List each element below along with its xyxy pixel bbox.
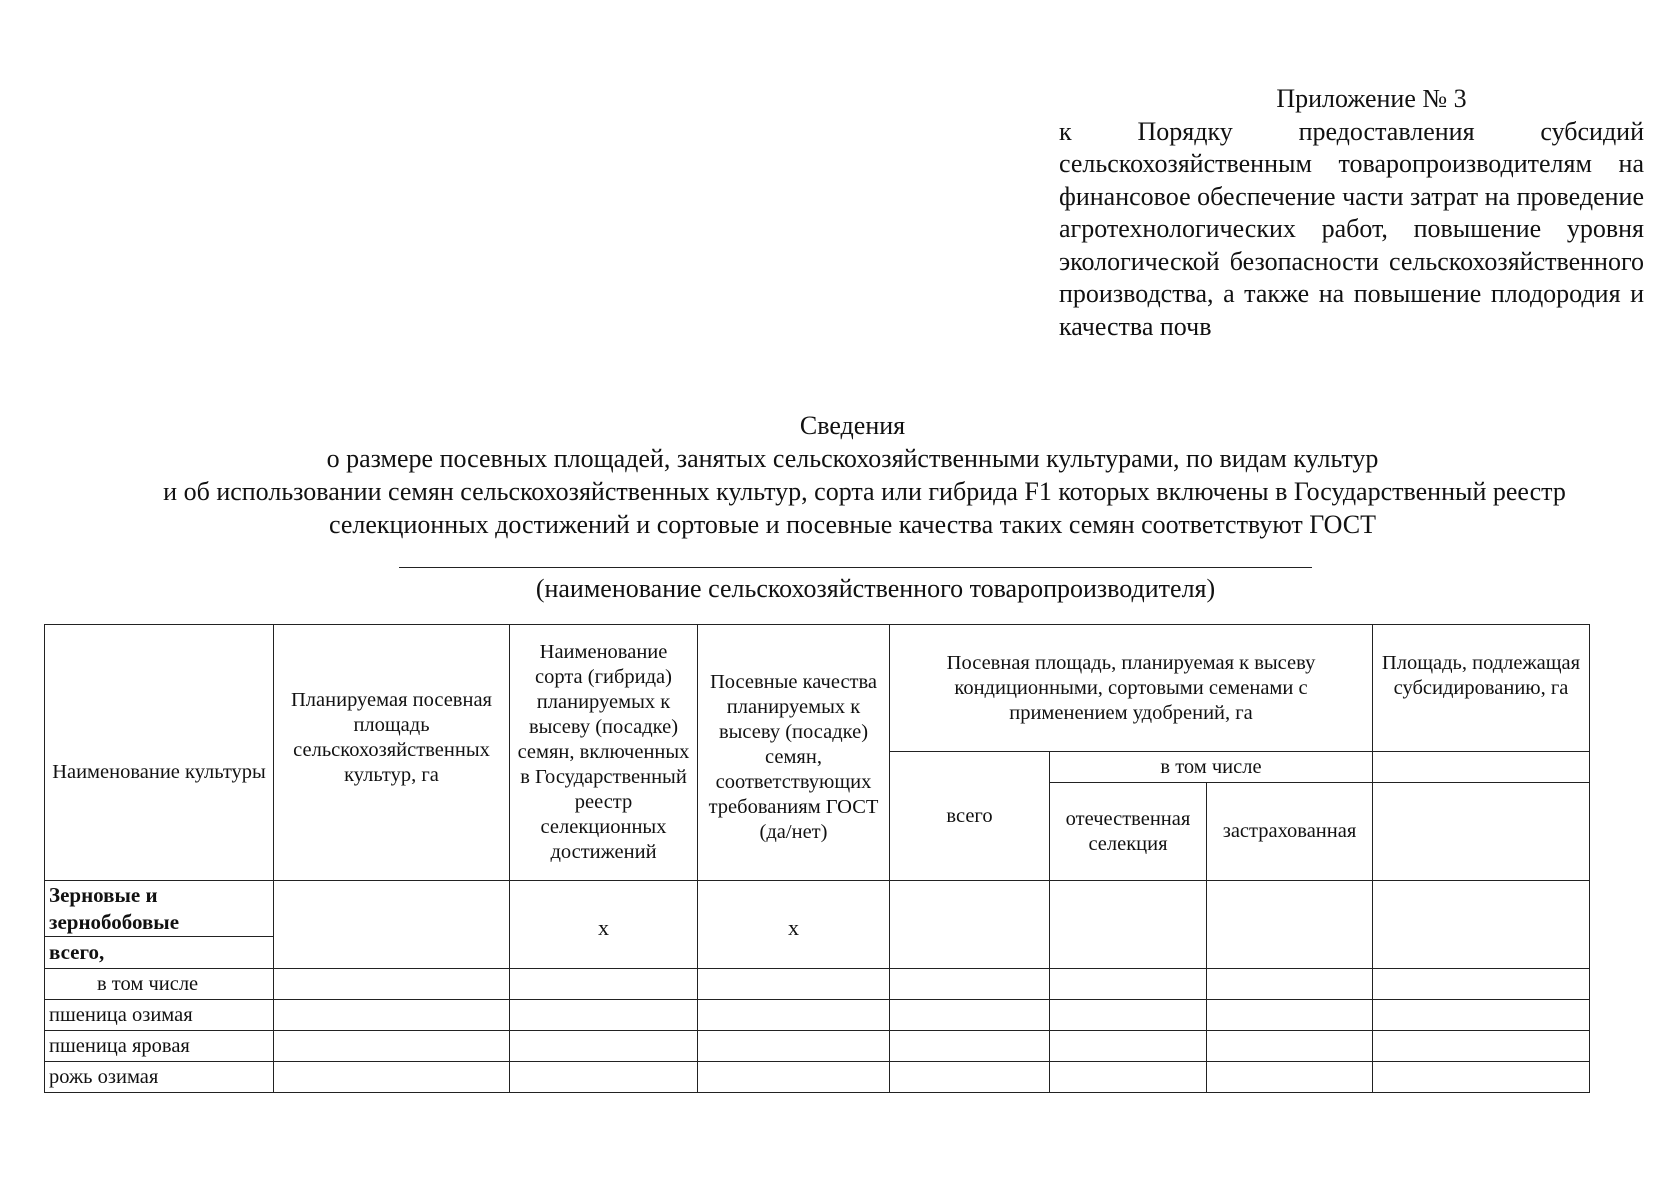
row-winter-rye-label — [45, 1062, 274, 1093]
row-winter-rye-label-text: рожь озимая — [49, 1065, 159, 1088]
header-total-text: всего — [946, 804, 993, 827]
cell-empty — [1050, 1031, 1207, 1062]
cell-empty — [274, 1062, 510, 1093]
cell-grain-insured — [1207, 881, 1373, 969]
cell-empty — [890, 1062, 1050, 1093]
header-culture-name — [45, 625, 274, 881]
row-grain-label-1 — [45, 881, 274, 937]
cell-empty — [1207, 1000, 1373, 1031]
cell-empty — [1373, 1000, 1590, 1031]
cell-grain-quality-x: х — [788, 915, 799, 940]
document-heading — [40, 409, 1665, 541]
appendix-block — [1059, 83, 1644, 343]
cell-empty — [890, 1031, 1050, 1062]
cell-empty — [1207, 1031, 1373, 1062]
cell-empty — [274, 1000, 510, 1031]
cell-empty — [1373, 969, 1590, 1000]
row-grain-label-1-text: Зерновые и зернобобовые — [49, 883, 180, 934]
cell-empty — [890, 1000, 1050, 1031]
header-subsidized-empty-2 — [1373, 783, 1590, 881]
cell-grain-variety-x: х — [598, 915, 609, 940]
cell-empty — [274, 1031, 510, 1062]
header-seed-quality — [698, 625, 890, 881]
cell-grain-subsidized — [1373, 881, 1590, 969]
cell-empty — [698, 1000, 890, 1031]
row-spring-wheat-label — [45, 1031, 274, 1062]
row-including-label — [45, 969, 274, 1000]
cell-empty — [1050, 1000, 1207, 1031]
producer-name-line — [399, 567, 1312, 568]
header-subsidized-area-text: Площадь, подлежащая субсидированию, га — [1381, 652, 1581, 699]
header-subsidized-area — [1373, 625, 1590, 752]
cell-empty — [510, 1062, 698, 1093]
header-culture-name-text: Наименование культуры — [52, 761, 266, 783]
header-including — [1050, 752, 1373, 783]
sown-areas-table — [44, 624, 1590, 1093]
cell-empty — [1050, 1062, 1207, 1093]
header-total — [890, 752, 1050, 881]
cell-grain-domestic — [1050, 881, 1207, 969]
cell-empty — [1373, 1062, 1590, 1093]
header-planned-area — [274, 625, 510, 881]
header-variety-name — [510, 625, 698, 881]
header-sown-area-group-text: Посевная площадь, планируемая к высеву кондиционными, сортовыми семенами с применением удобрений, га — [946, 652, 1316, 724]
cell-empty — [1207, 1062, 1373, 1093]
cell-empty — [698, 969, 890, 1000]
header-domestic-selection-text: отечественная селекция — [1065, 807, 1191, 855]
cell-empty — [1050, 969, 1207, 1000]
cell-empty — [698, 1031, 890, 1062]
cell-grain-variety — [510, 881, 698, 969]
heading-line-1: о размере посевных площадей, занятых сельскохозяйственными культурами, по видам культур — [326, 444, 1379, 473]
heading-line-3: селекционных достижений и сортовые и посевные качества таких семян соответствуют ГОСТ — [329, 510, 1376, 539]
cell-grain-quality — [698, 881, 890, 969]
cell-empty — [1373, 1031, 1590, 1062]
header-insured-text: застрахованная — [1222, 820, 1357, 842]
row-grain-label-2-text: всего, — [49, 940, 105, 964]
cell-empty — [510, 1031, 698, 1062]
header-seed-quality-text: Посевные качества планируемых к высеву (посадке) семян, соответствующих требованиям ГОСТ (да/нет) — [708, 671, 879, 843]
header-planned-area-text: Планируемая посевная площадь сельскохозяйственных культур, га — [291, 688, 492, 786]
cell-grain-total — [890, 881, 1050, 969]
cell-empty — [274, 969, 510, 1000]
row-spring-wheat-label-text: пшеница яровая — [49, 1034, 190, 1057]
header-including-text: в том числе — [1160, 755, 1262, 778]
header-subsidized-empty-1 — [1373, 752, 1590, 783]
cell-empty — [698, 1062, 890, 1093]
header-variety-name-text: Наименование сорта (гибрида) планируемых к высеву (посадке) семян, включенных в Государственный реестр селекционных достижений — [517, 641, 690, 863]
header-insured — [1207, 783, 1373, 881]
row-grain-label-2 — [45, 937, 274, 969]
cell-grain-planned-area — [274, 881, 510, 969]
cell-empty — [510, 1000, 698, 1031]
heading-title: Сведения — [799, 411, 906, 440]
producer-name-caption: (наименование сельскохозяйственного товаропроизводителя) — [535, 574, 1216, 603]
header-domestic-selection — [1050, 783, 1207, 881]
heading-line-2: и об использовании семян сельскохозяйственных культур, сорта или гибрида F1 которых включены в Государственный реестр — [163, 477, 1566, 506]
header-sown-area-group — [890, 625, 1373, 752]
row-winter-wheat-label — [45, 1000, 274, 1031]
cell-empty — [1207, 969, 1373, 1000]
cell-empty — [890, 969, 1050, 1000]
appendix-title: Приложение № 3 — [1276, 84, 1467, 113]
row-including-label-text: в том числе — [97, 972, 199, 995]
appendix-body: к Порядку предоставления субсидий сельскохозяйственным товаропроизводителям на финансовое обеспечение части затрат на проведение агротехнологических работ, повышение уровня экологической безопасности сельскохозяйственного производства, а также на повышение плодородия и качества почв — [1059, 116, 1644, 341]
cell-empty — [510, 969, 698, 1000]
row-winter-wheat-label-text: пшеница озимая — [49, 1003, 193, 1026]
